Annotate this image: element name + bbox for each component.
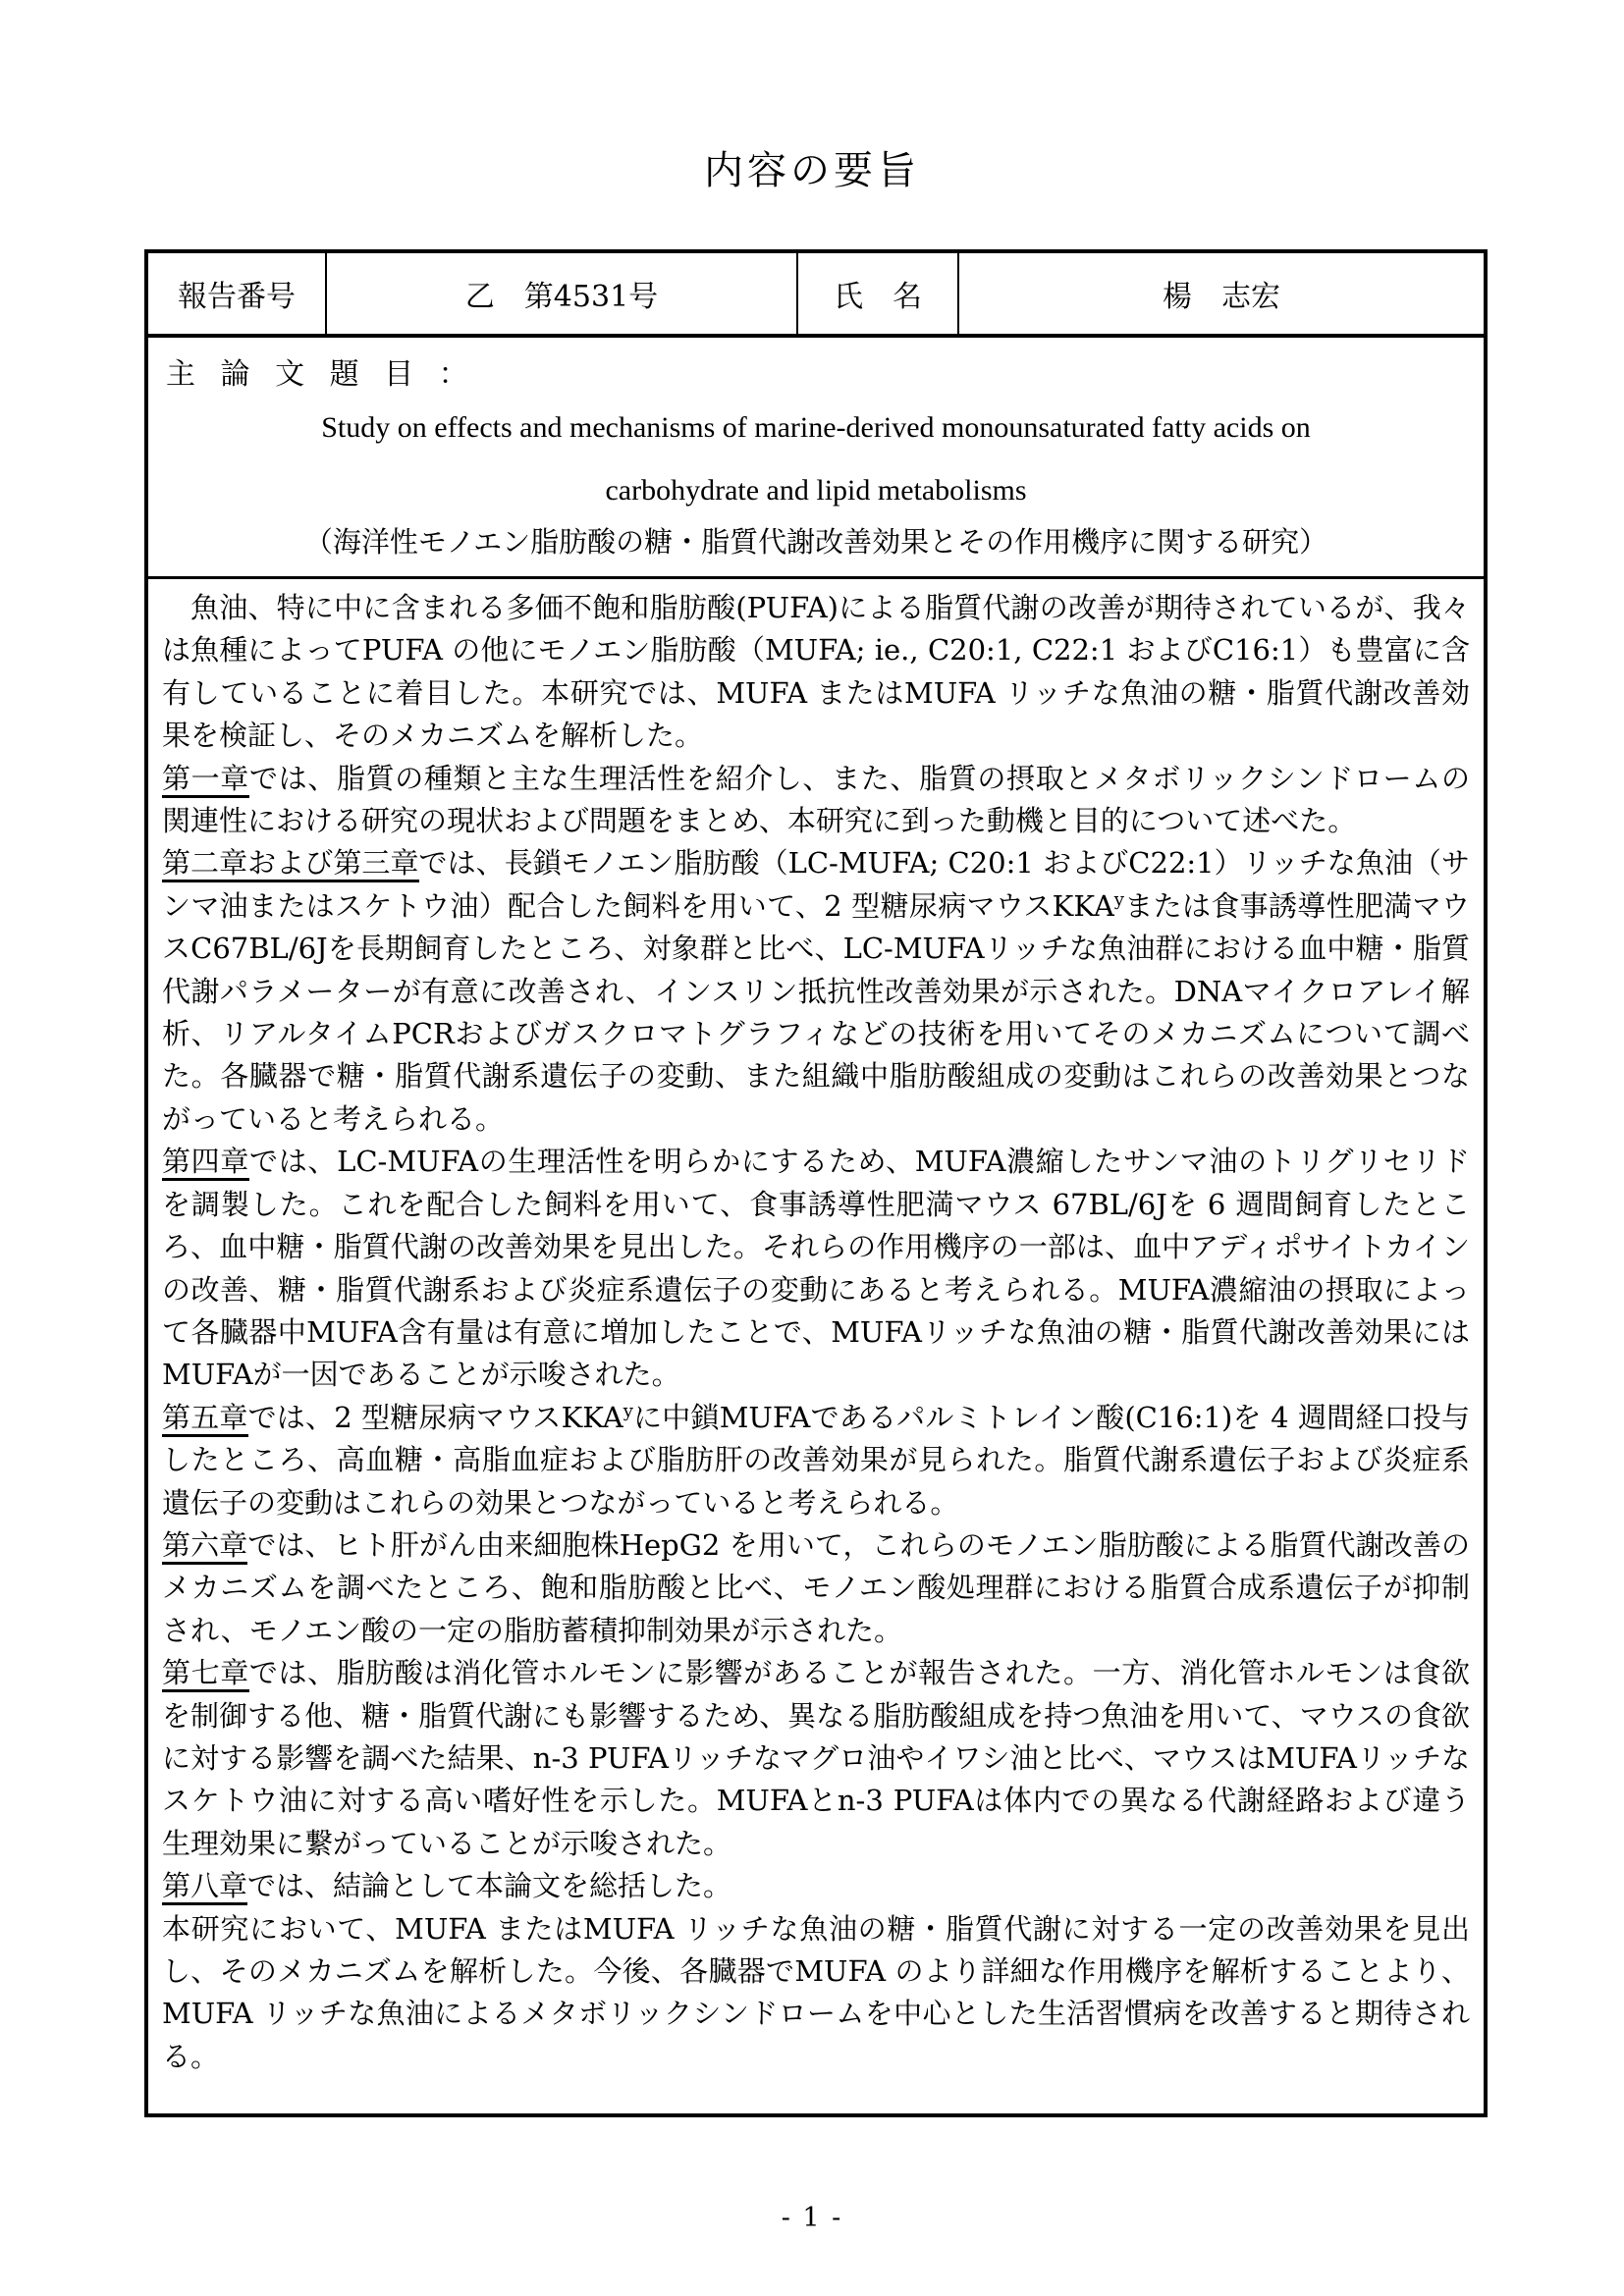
chapter-lead: 第一章 <box>162 762 249 798</box>
abstract-form-table <box>144 249 1488 2117</box>
page-number: - 1 - <box>781 2203 843 2233</box>
text-run: に中鎖MUFAであるパルミトレイン酸(C16:1)を 4 週間経口投与したところ、高血糖・高脂血症および脂肪肝の改善効果が見られた。脂質代謝系遺伝子および炎症系遺伝子の変動はこれらの効果とつながっていると考えられる。 <box>162 1400 1470 1520</box>
abstract-paragraph <box>162 1397 1470 1524</box>
text-run: 本研究において、MUFA またはMUFA リッチな魚油の糖・脂質代謝に対する一定の改善効果を見出し、そのメカニズムを解析した。今後、各臓器でMUFA のより詳細な作用機序を解析することより、MUFA リッチな魚油によるメタボリックシンドロームを中心とした生活習慣病を改善すると期待される。 <box>162 1911 1470 2073</box>
text-run: では、脂質の種類と主な生理活性を紹介し、また、脂質の摂取とメタボリックシンドロームの関連性における研究の現状および問題をまとめ、本研究に到った動機と目的について述べた。 <box>162 761 1470 838</box>
abstract-paragraph <box>162 842 1470 1141</box>
chapter-lead: 第七章 <box>162 1656 249 1692</box>
report-number-value: 乙 第4531号 <box>327 253 798 334</box>
abstract-paragraph <box>162 1141 1470 1396</box>
thesis-title-english-line2: carbohydrate and lipid metabolisms <box>605 474 1027 507</box>
chapter-lead: 第六章 <box>162 1528 247 1565</box>
abstract-paragraph <box>162 1865 1470 1907</box>
thesis-title-label: 主 論 文 題 目 ： <box>166 357 476 392</box>
chapter-lead: 第五章 <box>162 1401 248 1437</box>
abstract-paragraph <box>162 1652 1470 1865</box>
text-run: では、LC-MUFAの生理活性を明らかにするため、MUFA濃縮したサンマ油のトリグリセリドを調製した。これを配合した飼料を用いて、食事誘導性肥満マウス 67BL/6Jを 6 週間飼育したところ、血中糖・脂質代謝の改善効果を見出した。それらの作用機序の一部は、血中アディポサイトカインの改善、糖・脂質代謝系および炎症系遺伝子の変動にあると考えられる。MUFA濃縮油の摂取によって各臓器中MUFA含有量は有意に増加したことで、MUFAリッチな魚油の糖・脂質代謝改善効果にはMUFAが一因であることが示唆された。 <box>162 1145 1470 1392</box>
abstract-paragraph <box>162 758 1470 843</box>
report-number-label: 報告番号 <box>148 253 327 334</box>
thesis-title-english-line1: Study on effects and mechanisms of marine-derived monounsaturated fatty acids on <box>321 411 1311 444</box>
superscript: y <box>1113 889 1124 911</box>
superscript: y <box>623 1401 633 1422</box>
text-run: では、長鎖モノエン脂肪酸（LC-MUFA; C20:1 およびC22:1）リッチな魚油（サンマ油またはスケトウ油）配合した飼料を用いて、2 型糖尿病マウスKKA <box>162 846 1470 923</box>
page-title: 内容の要旨 <box>704 148 920 193</box>
text-run: では、脂肪酸は消化管ホルモンに影響があることが報告された。一方、消化管ホルモンは食欲を制御する他、糖・脂質代謝にも影響するため、異なる脂肪酸組成を持つ魚油を用いて、マウスの食欲に対する影響を調べた結果、n-3 PUFAリッチなマグロ油やイワシ油と比べ、マウスはMUFAリッチなスケトウ油に対する高い嗜好性を示した。MUFAとn-3 PUFAは体内での異なる代謝経路および違う生理効果に繋がっていることが示唆された。 <box>162 1656 1470 1860</box>
thesis-title-japanese: （海洋性モノエン脂肪酸の糖・脂質代謝改善効果とその作用機序に関する研究） <box>303 525 1328 559</box>
abstract-paragraph <box>162 1524 1470 1652</box>
text-run: では、ヒト肝がん由来細胞株HepG2 を用いて，これらのモノエン脂肪酸による脂質代謝改善のメカニズムを調べたところ、飽和脂肪酸と比べ、モノエン酸処理群における脂質合成系遺伝子が抑制され、モノエン酸の一定の脂肪蓄積抑制効果が示された。 <box>162 1527 1470 1647</box>
abstract-paragraph <box>162 1908 1470 2079</box>
abstract-paragraph <box>162 587 1470 758</box>
chapter-lead: 第四章 <box>162 1145 249 1181</box>
name-label: 氏 名 <box>798 253 959 334</box>
chapter-lead: 第八章 <box>162 1869 247 1905</box>
thesis-title-block <box>148 338 1484 579</box>
text-run: 魚油、特に中に含まれる多価不飽和脂肪酸(PUFA)による脂質代謝の改善が期待されているが、我々は魚種によってPUFA の他にモノエン脂肪酸（MUFA; ie., C20:1, C22:1 およびC16:1）も豊富に含有していることに着目した。本研究では、MUFA またはMUFA リッチな魚油の糖・脂質代謝改善効果を検証し、そのメカニズムを解析した。 <box>162 591 1470 753</box>
name-value: 楊 志宏 <box>1163 280 1280 314</box>
chapter-lead: 第二章および第三章 <box>162 846 419 882</box>
text-run: では、結論として本論文を総括した。 <box>247 1869 732 1903</box>
header-row <box>148 253 1484 338</box>
abstract-body <box>148 579 1484 2113</box>
text-run: または食事誘導性肥満マウスC67BL/6Jを長期飼育したところ、対象群と比べ、LC-MUFAリッチな魚油群における血中糖・脂質代謝パラメーターが有意に改善され、インスリン抵抗性改善効果が示された。DNAマイクロアレイ解析、リアルタイムPCRおよびガスクロマトグラフィなどの技術を用いてそのメカニズムについて調べた。各臓器で糖・脂質代謝系遺伝子の変動、また組織中脂肪酸組成の変動はこれらの改善効果とつながっていると考えられる。 <box>162 888 1470 1136</box>
text-run: では、2 型糖尿病マウスKKA <box>247 1400 623 1434</box>
